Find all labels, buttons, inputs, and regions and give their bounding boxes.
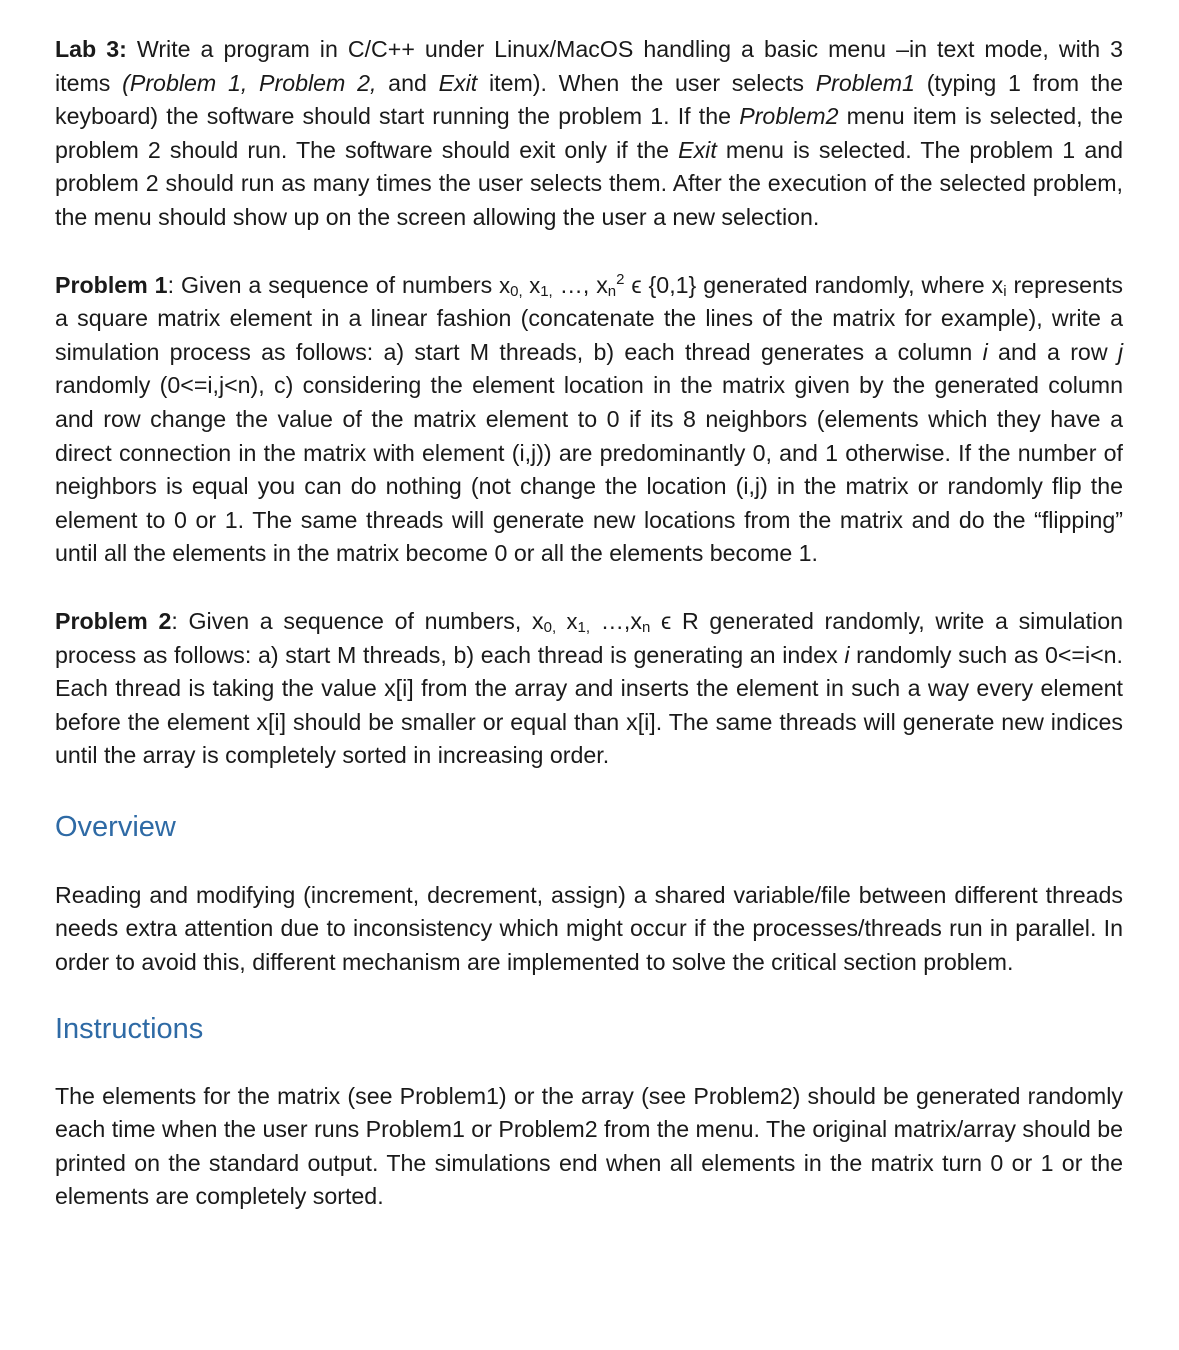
instructions-paragraph: The elements for the matrix (see Problem1) or the array (see Problem2) should be generated randomly each time when the user runs Problem1 or Problem2 from the menu. The original matrix/array should be printed on the standard output. The simulations end when all elements in the matrix turn 0 or 1 or the elements are completely sorted.: [55, 1082, 1123, 1210]
overview-heading: Overview: [55, 810, 176, 843]
lab-paragraph: Lab 3: Write a program in C/C++ under Linux/MacOS handling a basic menu –in text mode, with 3 items (Problem 1, Problem 2, and Exit item). When the user selects Problem1 (typing 1 from the keyboard) the software should start running the problem 1. If the Problem2 menu item is selected, the problem 2 should run. The software should exit only if the Exit menu is selected. The problem 1 and problem 2 should run as many times the user selects them. After the execution of the selected problem, the menu should show up on the screen allowing the user a new selection.: [55, 36, 1124, 230]
lab-label: Lab 3:: [55, 36, 127, 62]
problem2-paragraph: Problem 2: Given a sequence of numbers, $x_{0,}$ $x_{1,}$ $\dots,x_n$ ϵ R generated randomly, write a simulation process as follows: a) start M threads, b) each thread is generating an index i randomly such as 0<=i<n. Each thread is taking the value x[i] from the array and inserts the element in such a way every element before the element x[i] should be smaller or equal than x[i]. The same threads will generate new indices until the array is completely sorted in increasing order.: [55, 607, 1123, 769]
problem1-label: Problem 1: [55, 271, 168, 298]
problem2-label: Problem 2: [55, 607, 172, 634]
instructions-heading: Instructions: [55, 1012, 204, 1045]
problem1-paragraph: Problem 1: Given a sequence of numbers $x_{0,}$ $x_{1,}$ …, $x_n^2$ ϵ {0,1} generated randomly, where $x_i$ represents a square matrix element in a linear fashion (concatenate the lines of the matrix for example), write a simulation process as follows: a) start M threads, b) each thread generates a column i and a row j randomly (0<=i,j<n), c) considering the element location in the matrix given by the generated column and row change the value of the matrix element to 0 if its 8 neighbors (elements which they have a direct connection in the matrix with element (i,j)) are predominantly 0, and 1 otherwise. If the number of neighbors is equal you can do nothing (not change the location (i,j) in the matrix or randomly flip the element to 0 or 1. The same threads will generate new locations from the matrix and do the “flipping” until all the elements in the matrix become 0 or all the elements become 1.: [55, 270, 1124, 567]
overview-paragraph: Reading and modifying (increment, decrement, assign) a shared variable/file between different threads needs extra attention due to inconsistency which might occur if the processes/threads run in parallel. In order to avoid this, different mechanism are implemented to solve the critical section problem.: [55, 881, 1123, 976]
